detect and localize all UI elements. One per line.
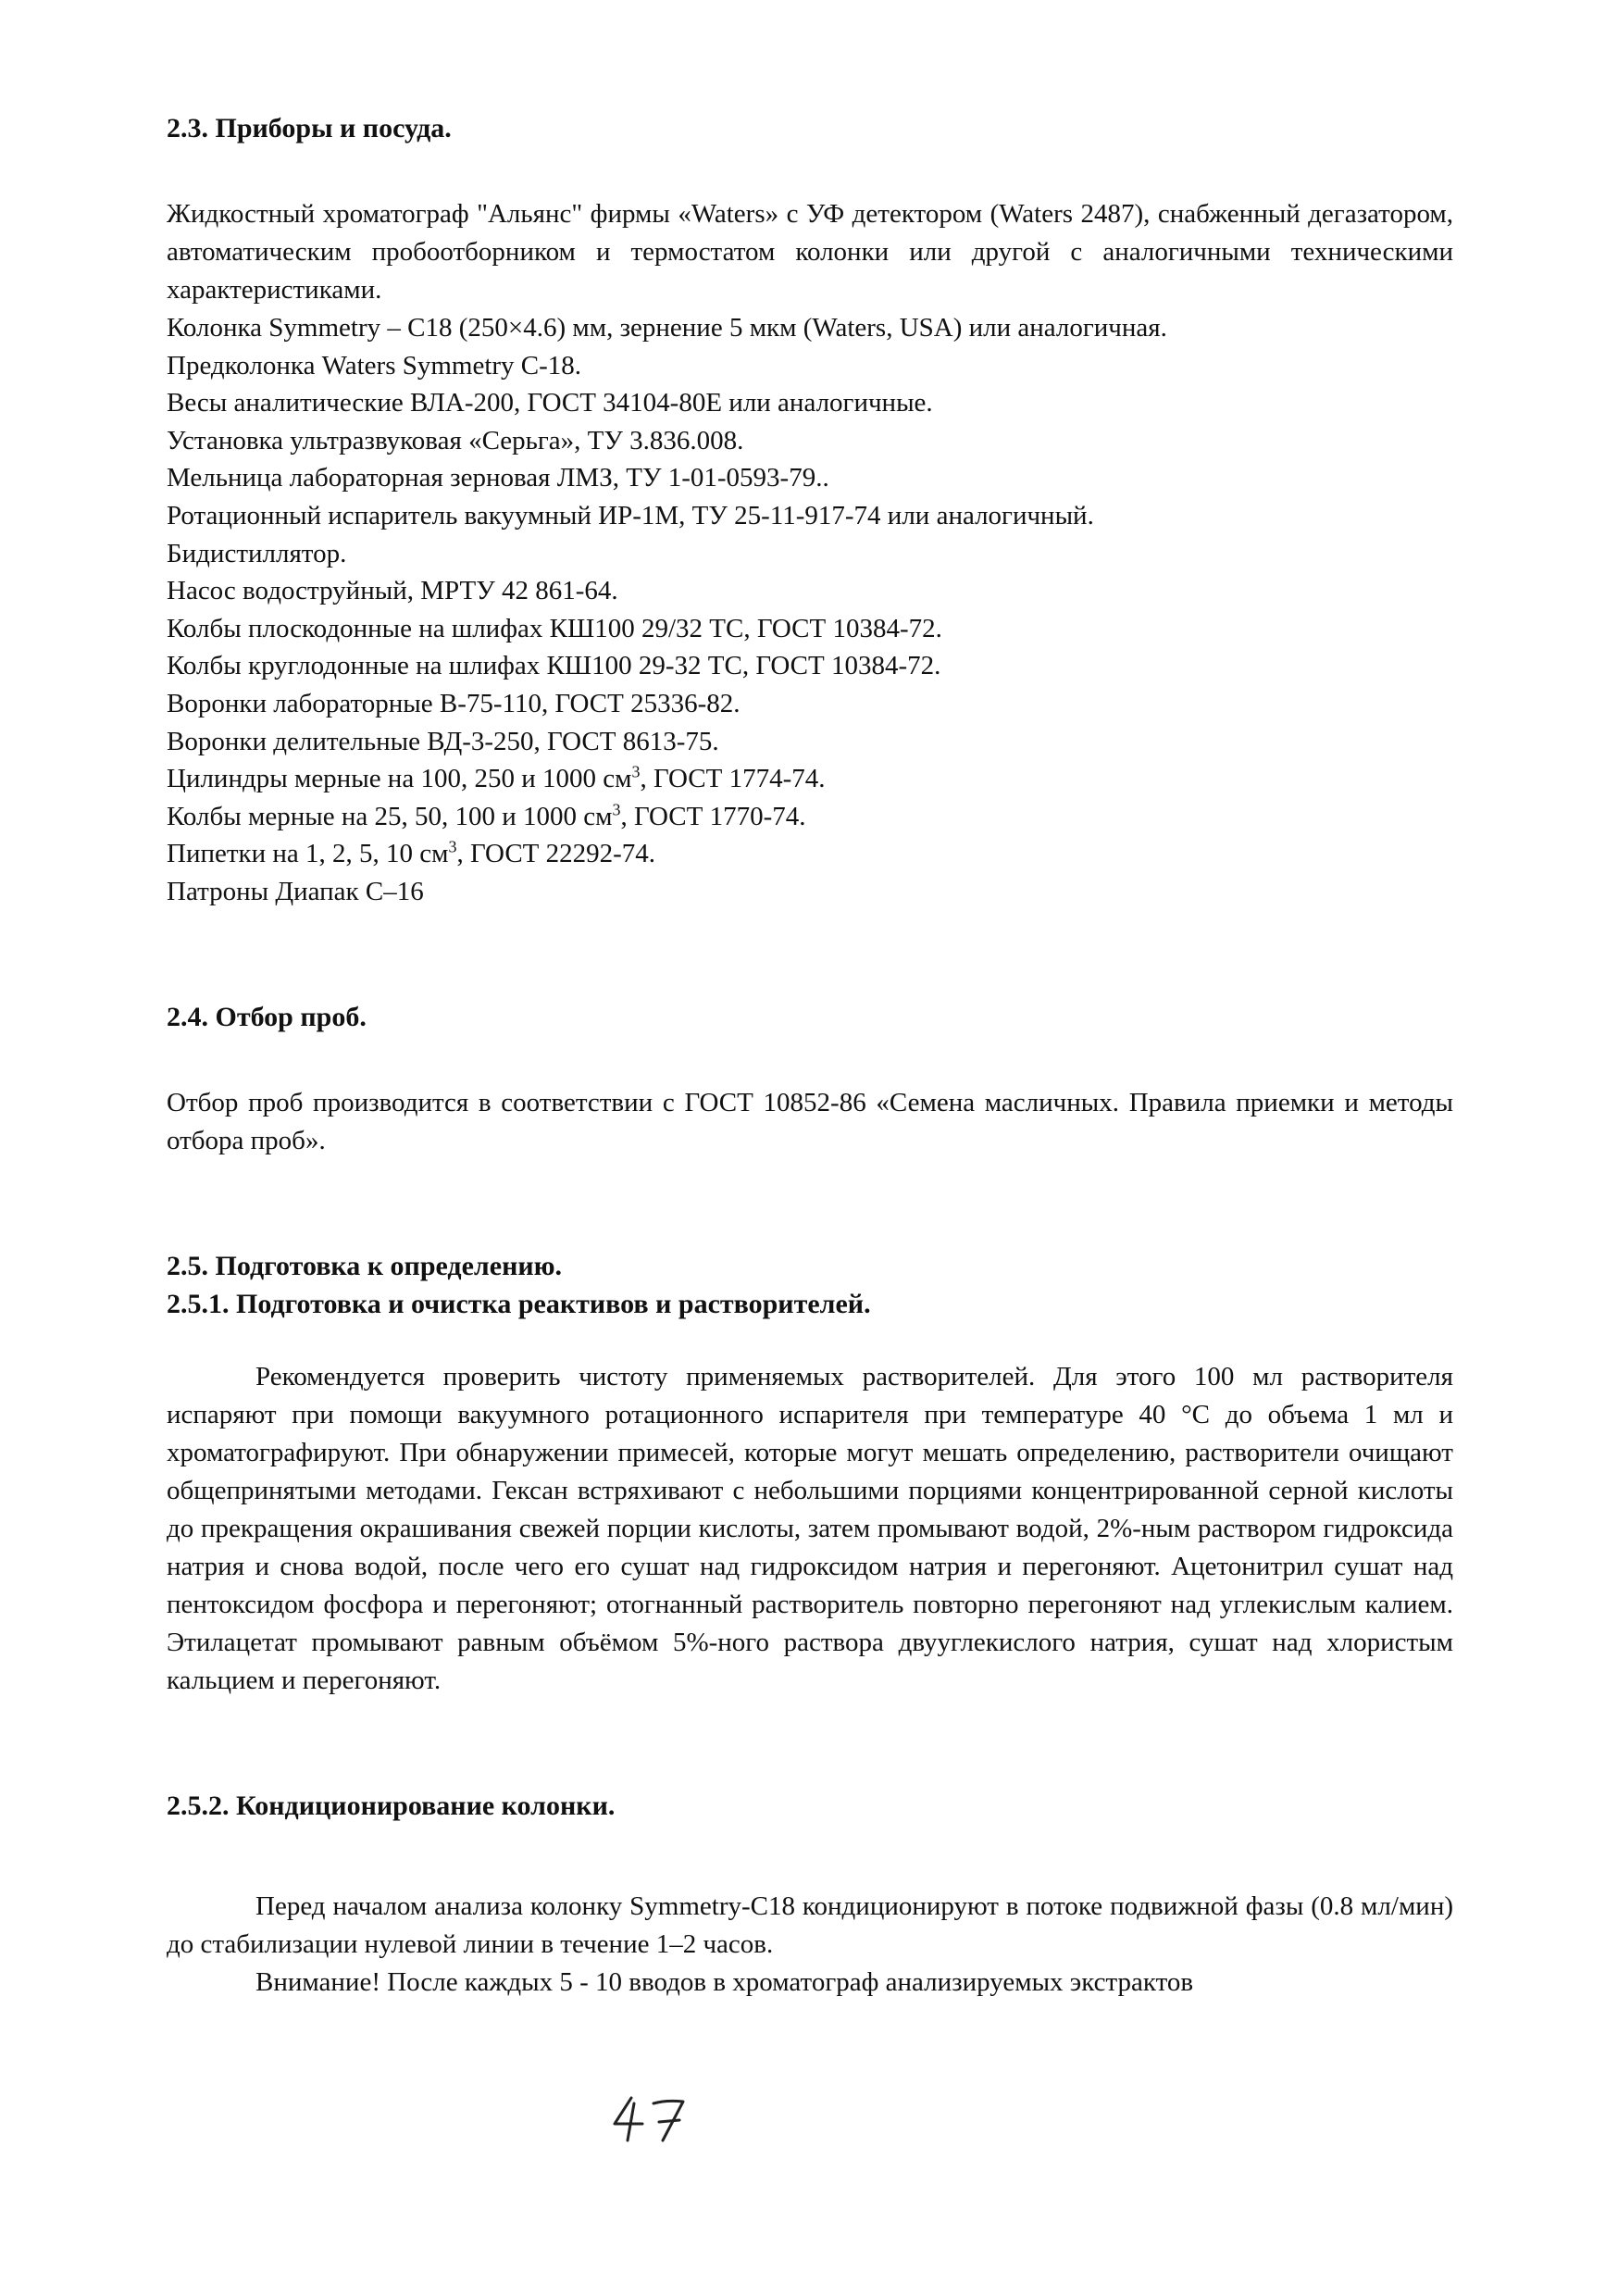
list-item: Предколонка Waters Symmetry C-18. (167, 350, 582, 381)
section-2-4-heading: 2.4. Отбор проб. (167, 1001, 367, 1032)
section-2-3-heading: 2.3. Приборы и посуда. (167, 113, 452, 144)
equipment-list (167, 309, 1453, 911)
list-item: Мельница лабораторная зерновая ЛМЗ, ТУ 1-01-0593-79.. (167, 463, 829, 493)
page-content (167, 109, 1453, 2002)
list-item: Воронки лабораторные В-75-110, ГОСТ 25336-82. (167, 688, 741, 718)
column-conditioning-text: Перед началом анализа колонку Symmetry-C18 кондиционируют в потоке подвижной фазы (0.8 мл/мин) до стабилизации нулевой линии в течение 1–2 часов. (167, 1890, 1453, 1959)
cubic-superscript: 3 (448, 837, 457, 856)
section-2-5-2-heading: 2.5.2. Кондиционирование колонки. (167, 1790, 616, 1821)
list-item: Весы аналитические ВЛА-200, ГОСТ 34104-80Е или аналогичные. (167, 388, 933, 418)
list-item: Ротационный испаритель вакуумный ИР-1М, ТУ 25-11-917-74 или аналогичный. (167, 500, 1094, 530)
list-item-cylinders (167, 760, 1453, 798)
handwritten-page-number-drawing (604, 2090, 715, 2146)
sampling-text: Отбор проб производится в соответствии с ГОСТ 10852-86 «Семена масличных. Правила приемки и методы отбора проб». (167, 1087, 1453, 1155)
list-item: Насос водоструйный, МРТУ 42 861-64. (167, 576, 618, 606)
list-item: Колбы круглодонные на шлифах КШ100 29-32 ТС, ГОСТ 10384-72. (167, 651, 941, 681)
cylinders-text: Цилиндры мерные на 100, 250 и 1000 см (167, 764, 632, 794)
section-2-5-1-heading: 2.5.1. Подготовка и очистка реактивов и растворителей. (167, 1288, 871, 1319)
list-item-flasks (167, 798, 1453, 836)
flasks-text: Колбы мерные на 25, 50, 100 и 1000 см (167, 801, 613, 831)
handwritten-page-number (604, 2090, 715, 2146)
cylinders-standard: , ГОСТ 1774-74. (640, 764, 826, 794)
section-2-5-heading: 2.5. Подготовка к определению. (167, 1250, 563, 1281)
list-item: Патроны Диапак С–16 (167, 876, 424, 906)
reagent-purification-text: Рекомендуется проверить чистоту применяемых растворителей. Для этого 100 мл растворителя испаряют при помощи вакуумного ротационного испарителя при температуре 40 °С до объема 1 мл и хроматографируют. При обнаружении примесей, которые могут мешать определению, растворители очищают общепринятыми методами. Гексан встряхивают с небольшими порциями концентрированной серной кислоты до прекращения окрашивания свежей порции кислоты, затем промывают водой, 2%-ным раствором гидроксида натрия и снова водой, после чего его сушат над гидроксидом натрия и перегоняют. Ацетонитрил сушат над пентоксидом фосфора и перегоняют; отогнанный растворитель повторно перегоняют над углекислым калием. Этилацетат промывают равным объёмом 5%-ного раствора двууглекислого натрия, сушат над хлористым кальцием и перегоняют. (167, 1361, 1453, 1695)
cubic-superscript: 3 (631, 762, 641, 781)
list-item: Колбы плоскодонные на шлифах КШ100 29/32 ТС, ГОСТ 10384-72. (167, 613, 942, 643)
list-item: Бидистиллятор. (167, 538, 347, 568)
pipettes-standard: , ГОСТ 22292-74. (456, 839, 656, 869)
cubic-superscript: 3 (612, 800, 621, 819)
attention-text: Внимание! После каждых 5 - 10 вводов в хроматограф анализируемых экстрактов (255, 1966, 1194, 1997)
list-item-pipettes (167, 835, 1453, 873)
list-item: Установка ультразвуковая «Серьга», ТУ 3.836.008. (167, 425, 744, 455)
pipettes-text: Пипетки на 1, 2, 5, 10 см (167, 839, 449, 869)
list-item: Воронки делительные ВД-3-250, ГОСТ 8613-75. (167, 726, 719, 756)
equipment-intro: Жидкостный хроматограф "Альянс" фирмы «Waters» с УФ детектором (Waters 2487), снабженный дегазатором, автоматическим пробоотборником и термостатом колонки или другой с аналогичными техническими характеристиками. (167, 199, 1453, 305)
list-item: Колонка Symmetry – C18 (250×4.6) мм, зернение 5 мкм (Waters, USA) или аналогичная. (167, 313, 1167, 343)
flasks-standard: , ГОСТ 1770-74. (620, 801, 806, 831)
